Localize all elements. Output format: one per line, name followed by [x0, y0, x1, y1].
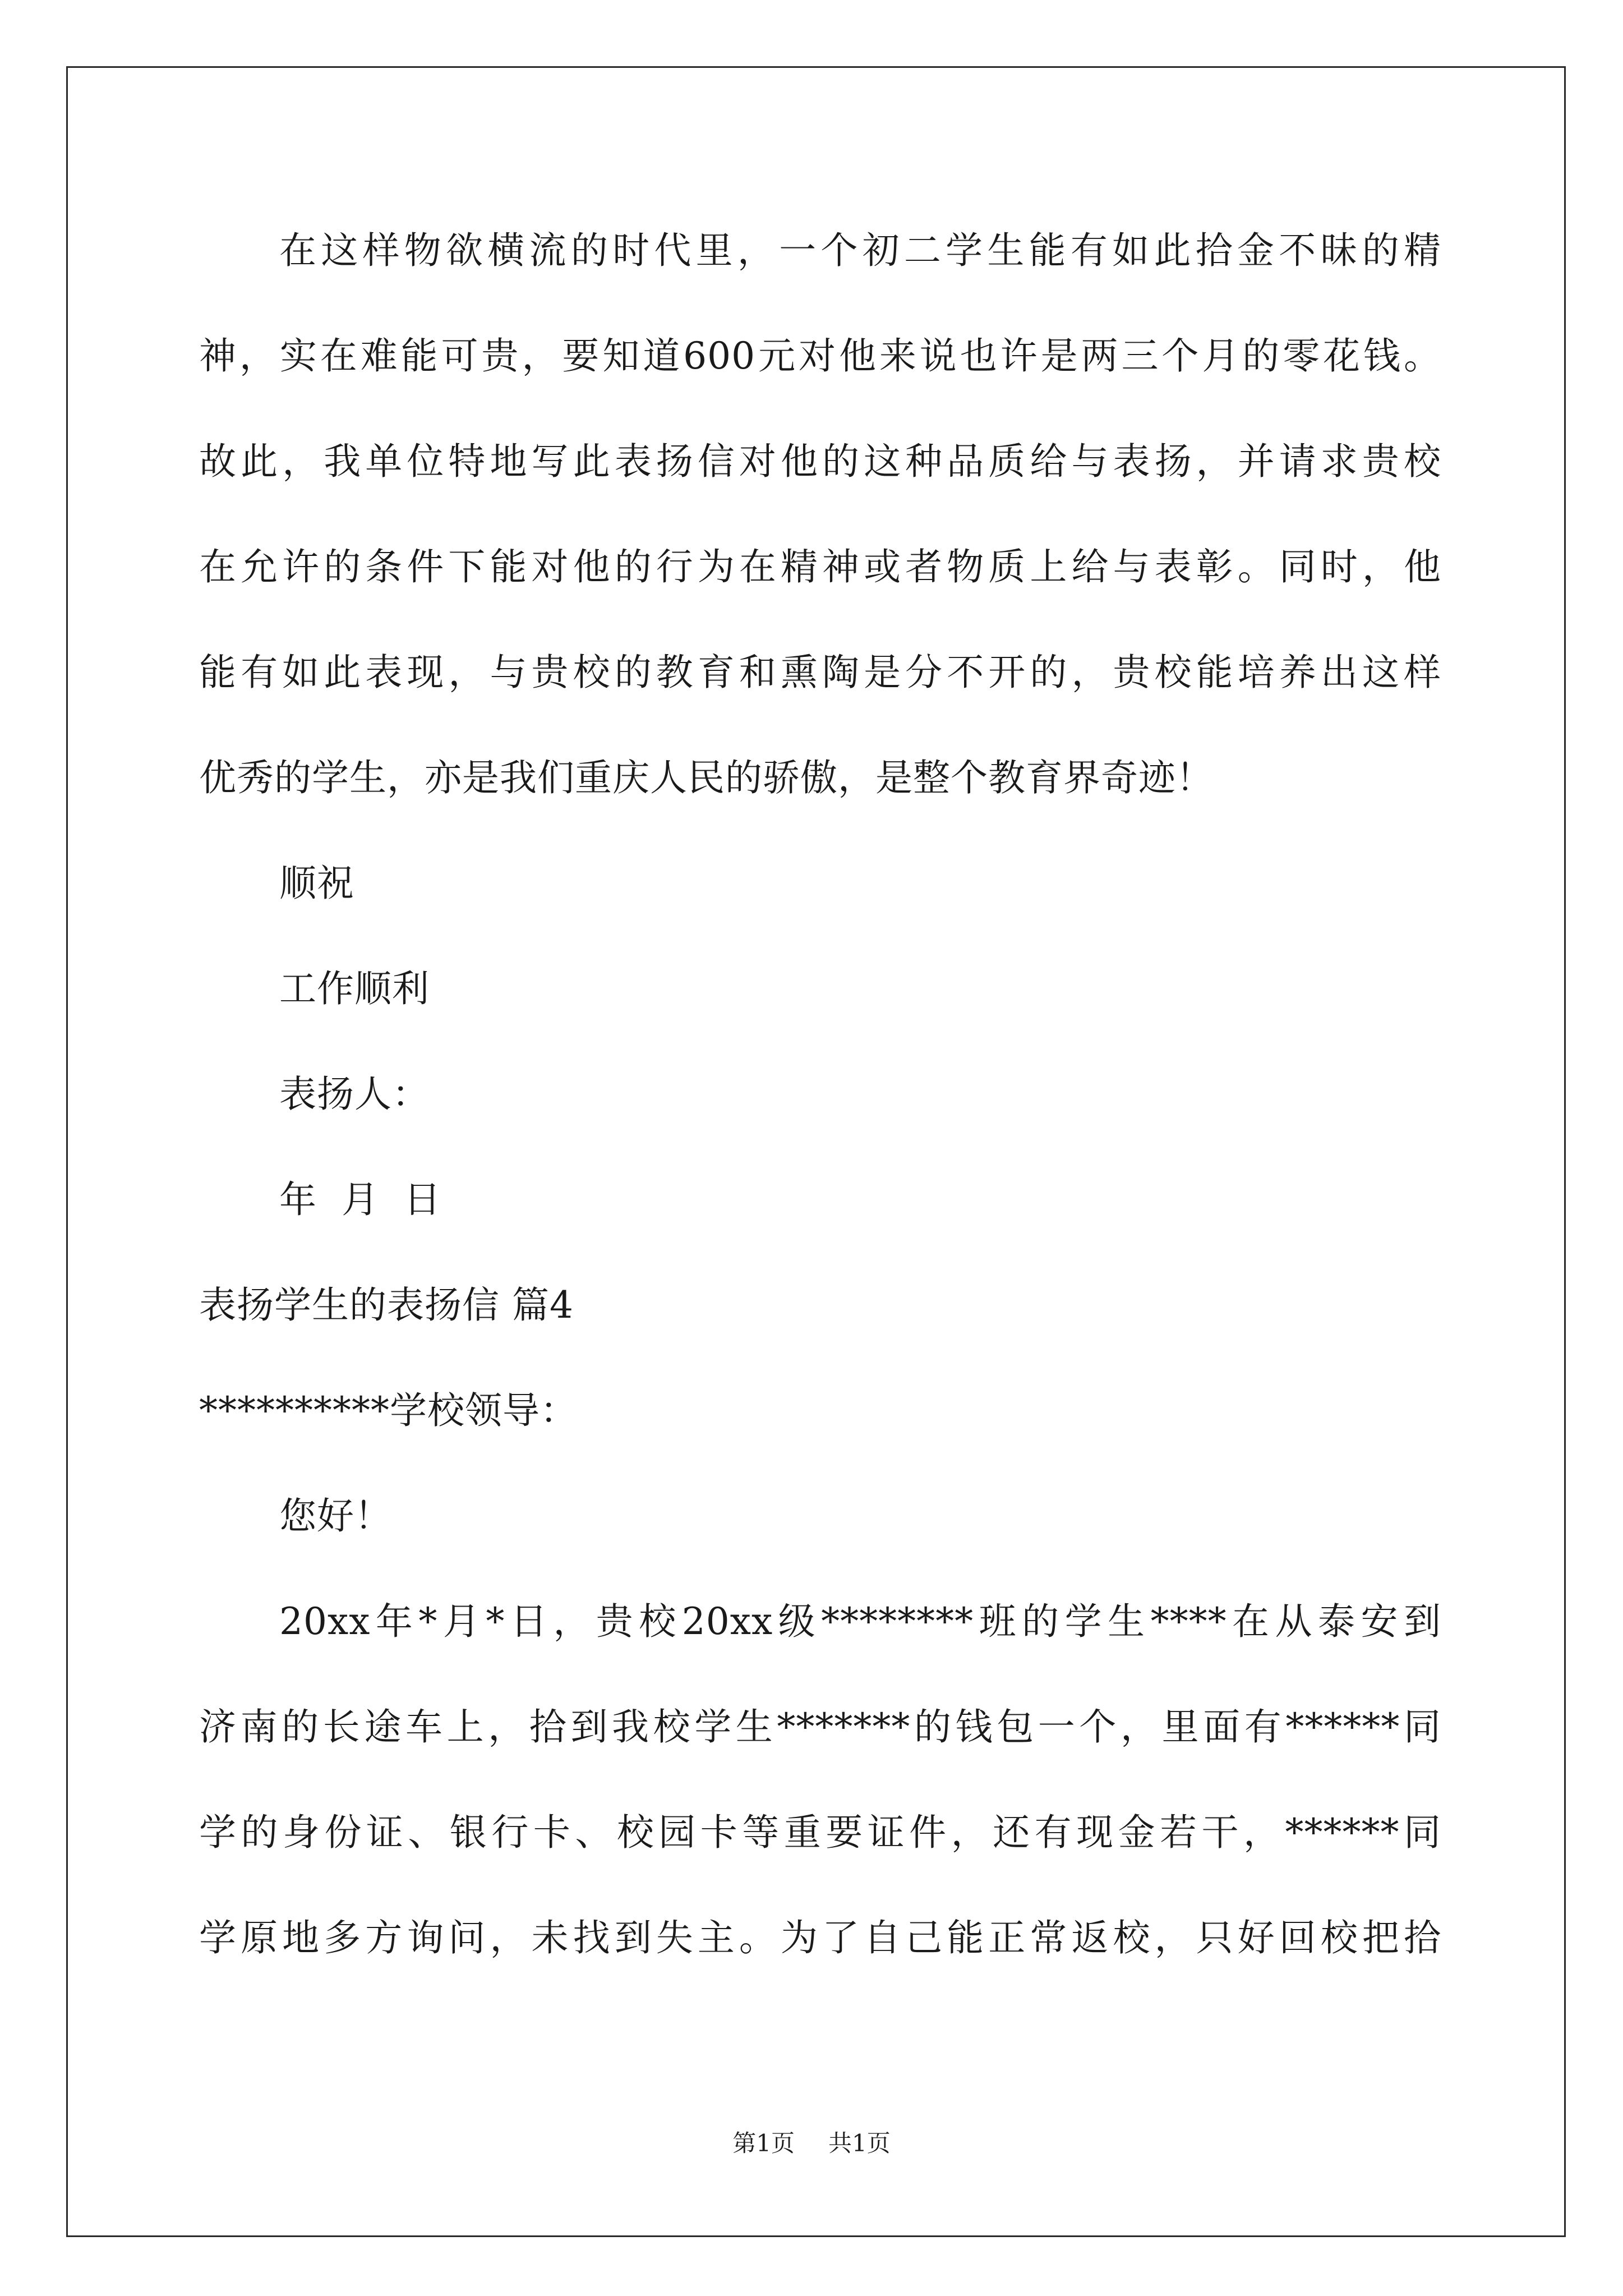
- body-line: 学原地多方询问，未找到失主。为了自己能正常返校，只好回校把拾: [199, 1916, 1441, 1959]
- letter-greeting: 您好！: [279, 1494, 392, 1538]
- body-line: 20xx年*月*日，贵校20xx级********班的学生****在从泰安到: [279, 1600, 1441, 1643]
- page-number: 第1页: [732, 2129, 795, 2157]
- body-line: 在允许的条件下能对他的行为在精神或者物质上给与表彰。同时，他: [199, 545, 1441, 588]
- closing-wish: 工作顺利: [279, 967, 430, 1010]
- body-line: 优秀的学生，亦是我们重庆人民的骄傲，是整个教育界奇迹！: [199, 756, 1214, 799]
- page-total: 共1页: [828, 2129, 891, 2157]
- signature-label: 表扬人：: [279, 1073, 430, 1116]
- body-line: 能有如此表现，与贵校的教育和熏陶是分不开的，贵校能培养出这样: [199, 651, 1441, 694]
- page-border: [66, 66, 1566, 2237]
- body-line: 在这样物欲横流的时代里，一个初二学生能有如此拾金不昧的精: [279, 229, 1441, 272]
- body-line: 济南的长途车上，拾到我校学生*******的钱包一个，里面有******同: [199, 1705, 1441, 1749]
- date-line: 年 月 日: [279, 1178, 441, 1221]
- body-line: 神，实在难能可贵，要知道600元对他来说也许是两三个月的零花钱。: [199, 334, 1441, 378]
- letter-recipient: **********学校领导：: [199, 1389, 578, 1432]
- body-line: 学的身份证、银行卡、校园卡等重要证件，还有现金若干，******同: [199, 1811, 1441, 1854]
- closing-salutation: 顺祝: [279, 862, 354, 905]
- section-heading: 表扬学生的表扬信 篇4: [199, 1283, 574, 1327]
- page-footer: [0, 2129, 1623, 2157]
- body-line: 故此，我单位特地写此表扬信对他的这种品质给与表扬，并请求贵校: [199, 440, 1441, 483]
